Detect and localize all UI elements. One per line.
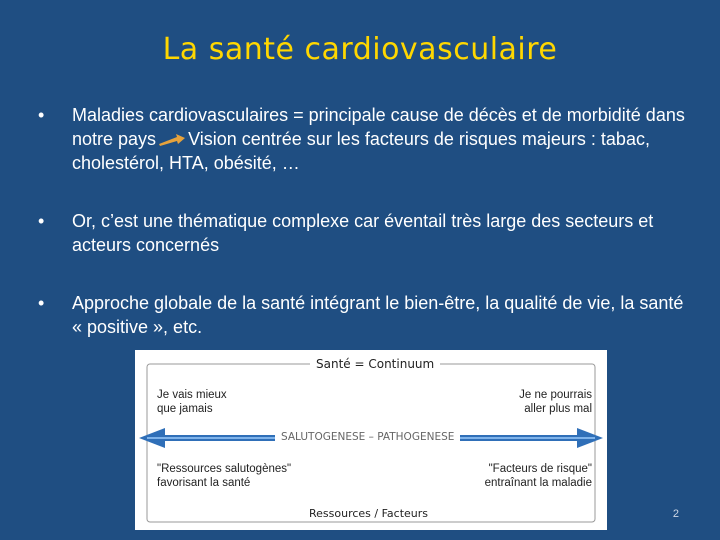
bullet-text: Or, c’est une thématique complexe car éventail très large des secteurs et acteurs concernés bbox=[72, 211, 654, 255]
bullet-list bbox=[38, 103, 688, 373]
bullet-text: Approche globale de la santé intégrant le bien-être, la qualité de vie, la santé « positive », etc. bbox=[72, 293, 684, 337]
page-number: 2 bbox=[672, 508, 679, 520]
right-top-text: Je ne pourrais aller plus mal bbox=[519, 389, 592, 415]
axis-label: SALUTOGENESE – PATHOGENESE bbox=[275, 431, 460, 443]
continuum-diagram bbox=[135, 350, 607, 530]
left-top-text: Je vais mieux que jamais bbox=[157, 389, 227, 415]
slide-title: La santé cardiovasculaire bbox=[162, 32, 558, 67]
bullet-marker: • bbox=[38, 211, 45, 231]
right-bottom-text: "Facteurs de risque" entraînant la maladie bbox=[484, 463, 592, 489]
bullet-text-continued: Vision centrée sur les facteurs de risques majeurs : tabac, cholestérol, HTA, obésité, … bbox=[72, 129, 650, 173]
bullet-item bbox=[38, 291, 688, 339]
bullet-text: Maladies cardiovasculaires = principale cause de décès et de morbidité dans notre pays bbox=[72, 105, 685, 149]
bullet-item bbox=[38, 103, 688, 175]
bullet-item bbox=[38, 209, 688, 257]
bullet-marker: • bbox=[38, 293, 45, 313]
diagram-top-label: Santé = Continuum bbox=[310, 357, 440, 371]
diagram-bottom-label: Ressources / Facteurs bbox=[303, 507, 434, 520]
right-arrow-icon bbox=[157, 134, 187, 146]
left-bottom-text: "Ressources salutogènes" favorisant la santé bbox=[157, 463, 292, 489]
bullet-marker: • bbox=[38, 105, 45, 125]
